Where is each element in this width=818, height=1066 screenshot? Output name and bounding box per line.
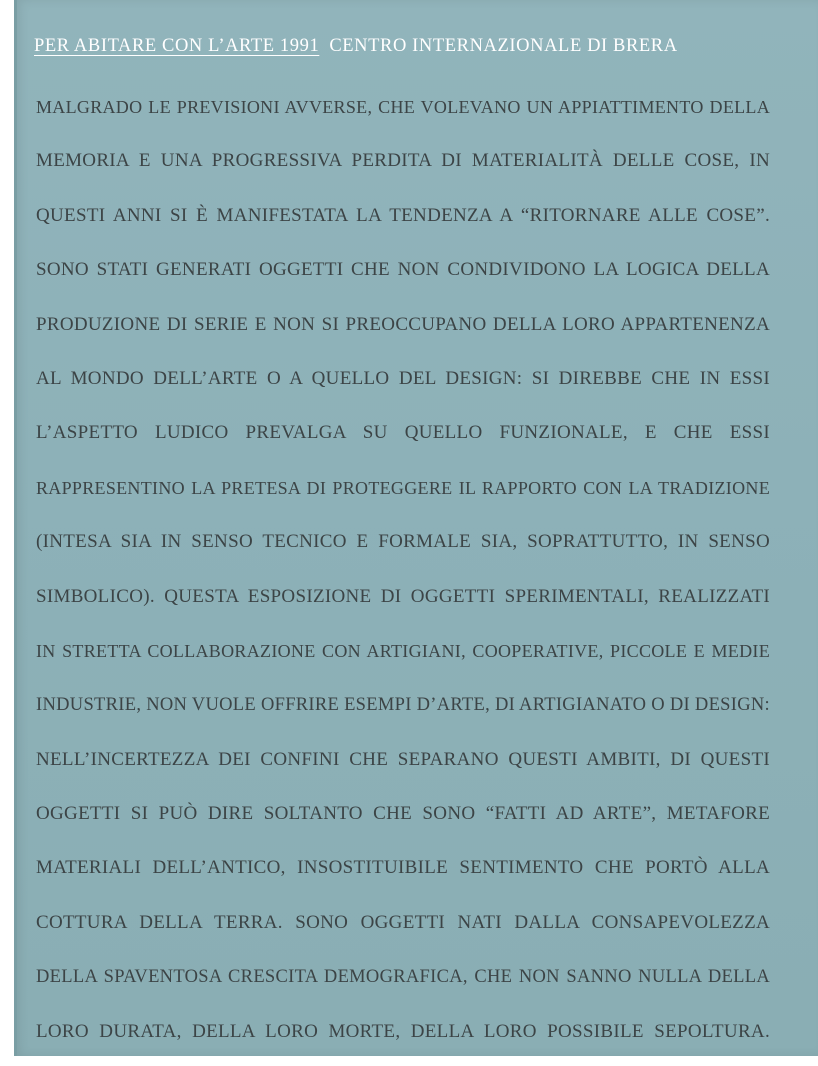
- body-line: L’ASPETTO LUDICO PREVALGA SU QUELLO FUNZIONALE, E CHE ESSI: [36, 422, 770, 444]
- body-line: PRODUZIONE DI SERIE E NON SI PREOCCUPANO DELLA LORO APPARTENENZA: [36, 313, 770, 335]
- body-line: MALGRADO LE PREVISIONI AVVERSE, CHE VOLEVANO UN APPIATTIMENTO DELLA: [36, 97, 770, 117]
- body-line: RAPPRESENTINO LA PRETESA DI PROTEGGERE IL RAPPORTO CON LA TRADIZIONE: [36, 477, 770, 498]
- series-title: PER ABITARE CON L’ARTE 1991: [34, 36, 320, 56]
- body-line: NELL’INCERTEZZA DEI CONFINI CHE SEPARANO QUESTI AMBITI, DI QUESTI: [36, 748, 770, 770]
- body-line: IN STRETTA COLLABORAZIONE CON ARTIGIANI, COOPERATIVE, PICCOLE E MEDIE: [36, 640, 770, 661]
- body-line: DELLA SPAVENTOSA CRESCITA DEMOGRAFICA, CHE NON SANNO NULLA DELLA: [36, 967, 770, 988]
- body-line: INDUSTRIE, NON VUOLE OFFRIRE ESEMPI D’ARTE, DI ARTIGIANATO O DI DESIGN:: [36, 695, 770, 716]
- institution-name: CENTRO INTERNAZIONALE DI BRERA: [329, 36, 678, 56]
- body-line: QUESTI ANNI SI È MANIFESTATA LA TENDENZA A “RITORNARE ALLE COSE”.: [36, 204, 770, 226]
- body-line: SONO STATI GENERATI OGGETTI CHE NON CONDIVIDONO LA LOGICA DELLA: [36, 259, 770, 281]
- cover-text-block: [36, 87, 770, 1066]
- body-line: LORO DURATA, DELLA LORO MORTE, DELLA LORO POSSIBILE SEPOLTURA.: [36, 1020, 770, 1042]
- body-line: AL MONDO DELL’ARTE O A QUELLO DEL DESIGN: SI DIREBBE CHE IN ESSI: [36, 367, 770, 389]
- body-line: OGGETTI SI PUÒ DIRE SOLTANTO CHE SONO “FATTI AD ARTE”, METAFORE: [36, 803, 770, 825]
- body-line: MEMORIA E UNA PROGRESSIVA PERDITA DI MATERIALITÀ DELLE COSE, IN: [36, 150, 770, 172]
- cover-spine-edge: [14, 0, 17, 1056]
- body-line: MATERIALI DELL’ANTICO, INSOSTITUIBILE SENTIMENTO CHE PORTÒ ALLA: [36, 857, 770, 879]
- body-line: (INTESA SIA IN SENSO TECNICO E FORMALE SIA, SOPRATTUTTO, IN SENSO: [36, 531, 770, 553]
- body-line: SIMBOLICO). QUESTA ESPOSIZIONE DI OGGETTI SPERIMENTALI, REALIZZATI: [36, 585, 770, 607]
- body-line: COTTURA DELLA TERRA. SONO OGGETTI NATI DALLA CONSAPEVOLEZZA: [36, 911, 770, 933]
- cover-header: [34, 36, 774, 64]
